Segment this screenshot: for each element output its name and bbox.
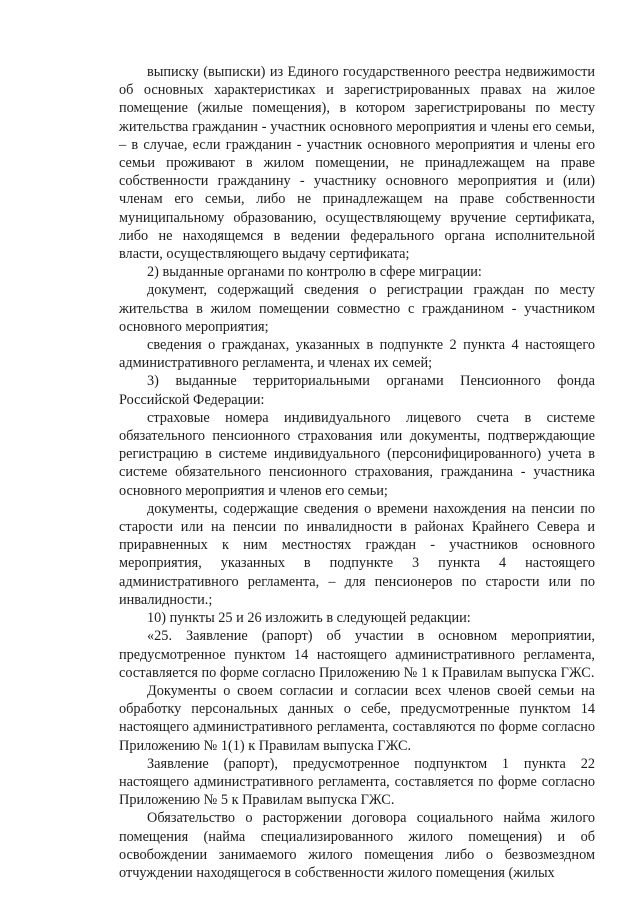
paragraph-obligation: Обязательство о расторжении договора социального найма жилого помещения (найма специализированного жилого помещения) и об освобождении занимаемого жилого помещения либо о безвозмездном отчуждении находящегося в собственности жилого помещения (жилых — [119, 810, 595, 881]
paragraph-citizens-info: сведения о гражданах, указанных в подпункте 2 пункта 4 настоящего административного регламента, и членах их семей; — [119, 337, 595, 372]
paragraph-insurance-numbers: страховые номера индивидуального лицевого счета в системе обязательного пенсионного страхования или документы, подтверждающие регистрацию в системе индивидуального (персонифицированного) учета в системе обязательного пенсионного страхования, гражданина - участника основного мероприятия и членов его семьи; — [119, 409, 595, 499]
paragraph-item-2-migration: 2) выданные органами по контролю в сфере миграции: — [147, 264, 482, 281]
paragraph-pension-documents: документы, содержащие сведения о времени нахождения на пенсии по старости или на пенсии по инвалидности в районах Крайнего Севера и приравненных к ним местностях граждан - участников основного мероприятия, указанных в подпункте 3 пункта 4 настоящего административного регламента, – для пенсионеров по старости или по инвалидности.; — [119, 500, 595, 608]
paragraph-application-22: Заявление (рапорт), предусмотренное подпунктом 1 пункта 22 настоящего административного регламента, составляется по форме согласно Приложению № 5 к Правилам выпуска ГЖС. — [119, 755, 595, 809]
paragraph-item-10: 10) пункты 25 и 26 изложить в следующей редакции: — [147, 610, 471, 627]
paragraph-item-3-pension-fund: 3) выданные территориальными органами Пенсионного фонда Российской Федерации: — [119, 373, 595, 408]
paragraph-extract-egrn: выписку (выписки) из Единого государственного реестра недвижимости об основных характеристиках и зарегистрированных правах на жилое помещение (жилые помещения), в котором зарегистрированы по месту жительства гражданин - участник основного мероприятия и члены его семьи, – в случае, если гражданин - участник основного мероприятия и члены его семьи проживают в жилом помещении, не принадлежащем на праве собственности гражданину - участнику основного мероприятия и (или) членам его семьи, либо не принадлежащем на праве собственности муниципальному образованию, осуществляющему вручение сертификата, либо не находящемся в ведении федерального органа исполнительной власти, осуществляющего выдачу сертификата; — [119, 64, 595, 263]
document-body — [119, 63, 595, 882]
paragraph-registration-document: документ, содержащий сведения о регистрации граждан по месту жительства в жилом помещении совместно с гражданином - участником основного мероприятия; — [119, 282, 595, 335]
paragraph-point-25: «25. Заявление (рапорт) об участии в основном мероприятии, предусмотренное пунктом 14 настоящего административного регламента, составляется по форме согласно Приложению № 1 к Правилам выпуска ГЖС. — [119, 628, 595, 681]
paragraph-consent-documents: Документы о своем согласии и согласии всех членов своей семьи на обработку персональных данных о себе, предусмотренные пунктом 14 настоящего административного регламента, составляются по форме согласно Приложению № 1(1) к Правилам выпуска ГЖС. — [119, 682, 595, 754]
